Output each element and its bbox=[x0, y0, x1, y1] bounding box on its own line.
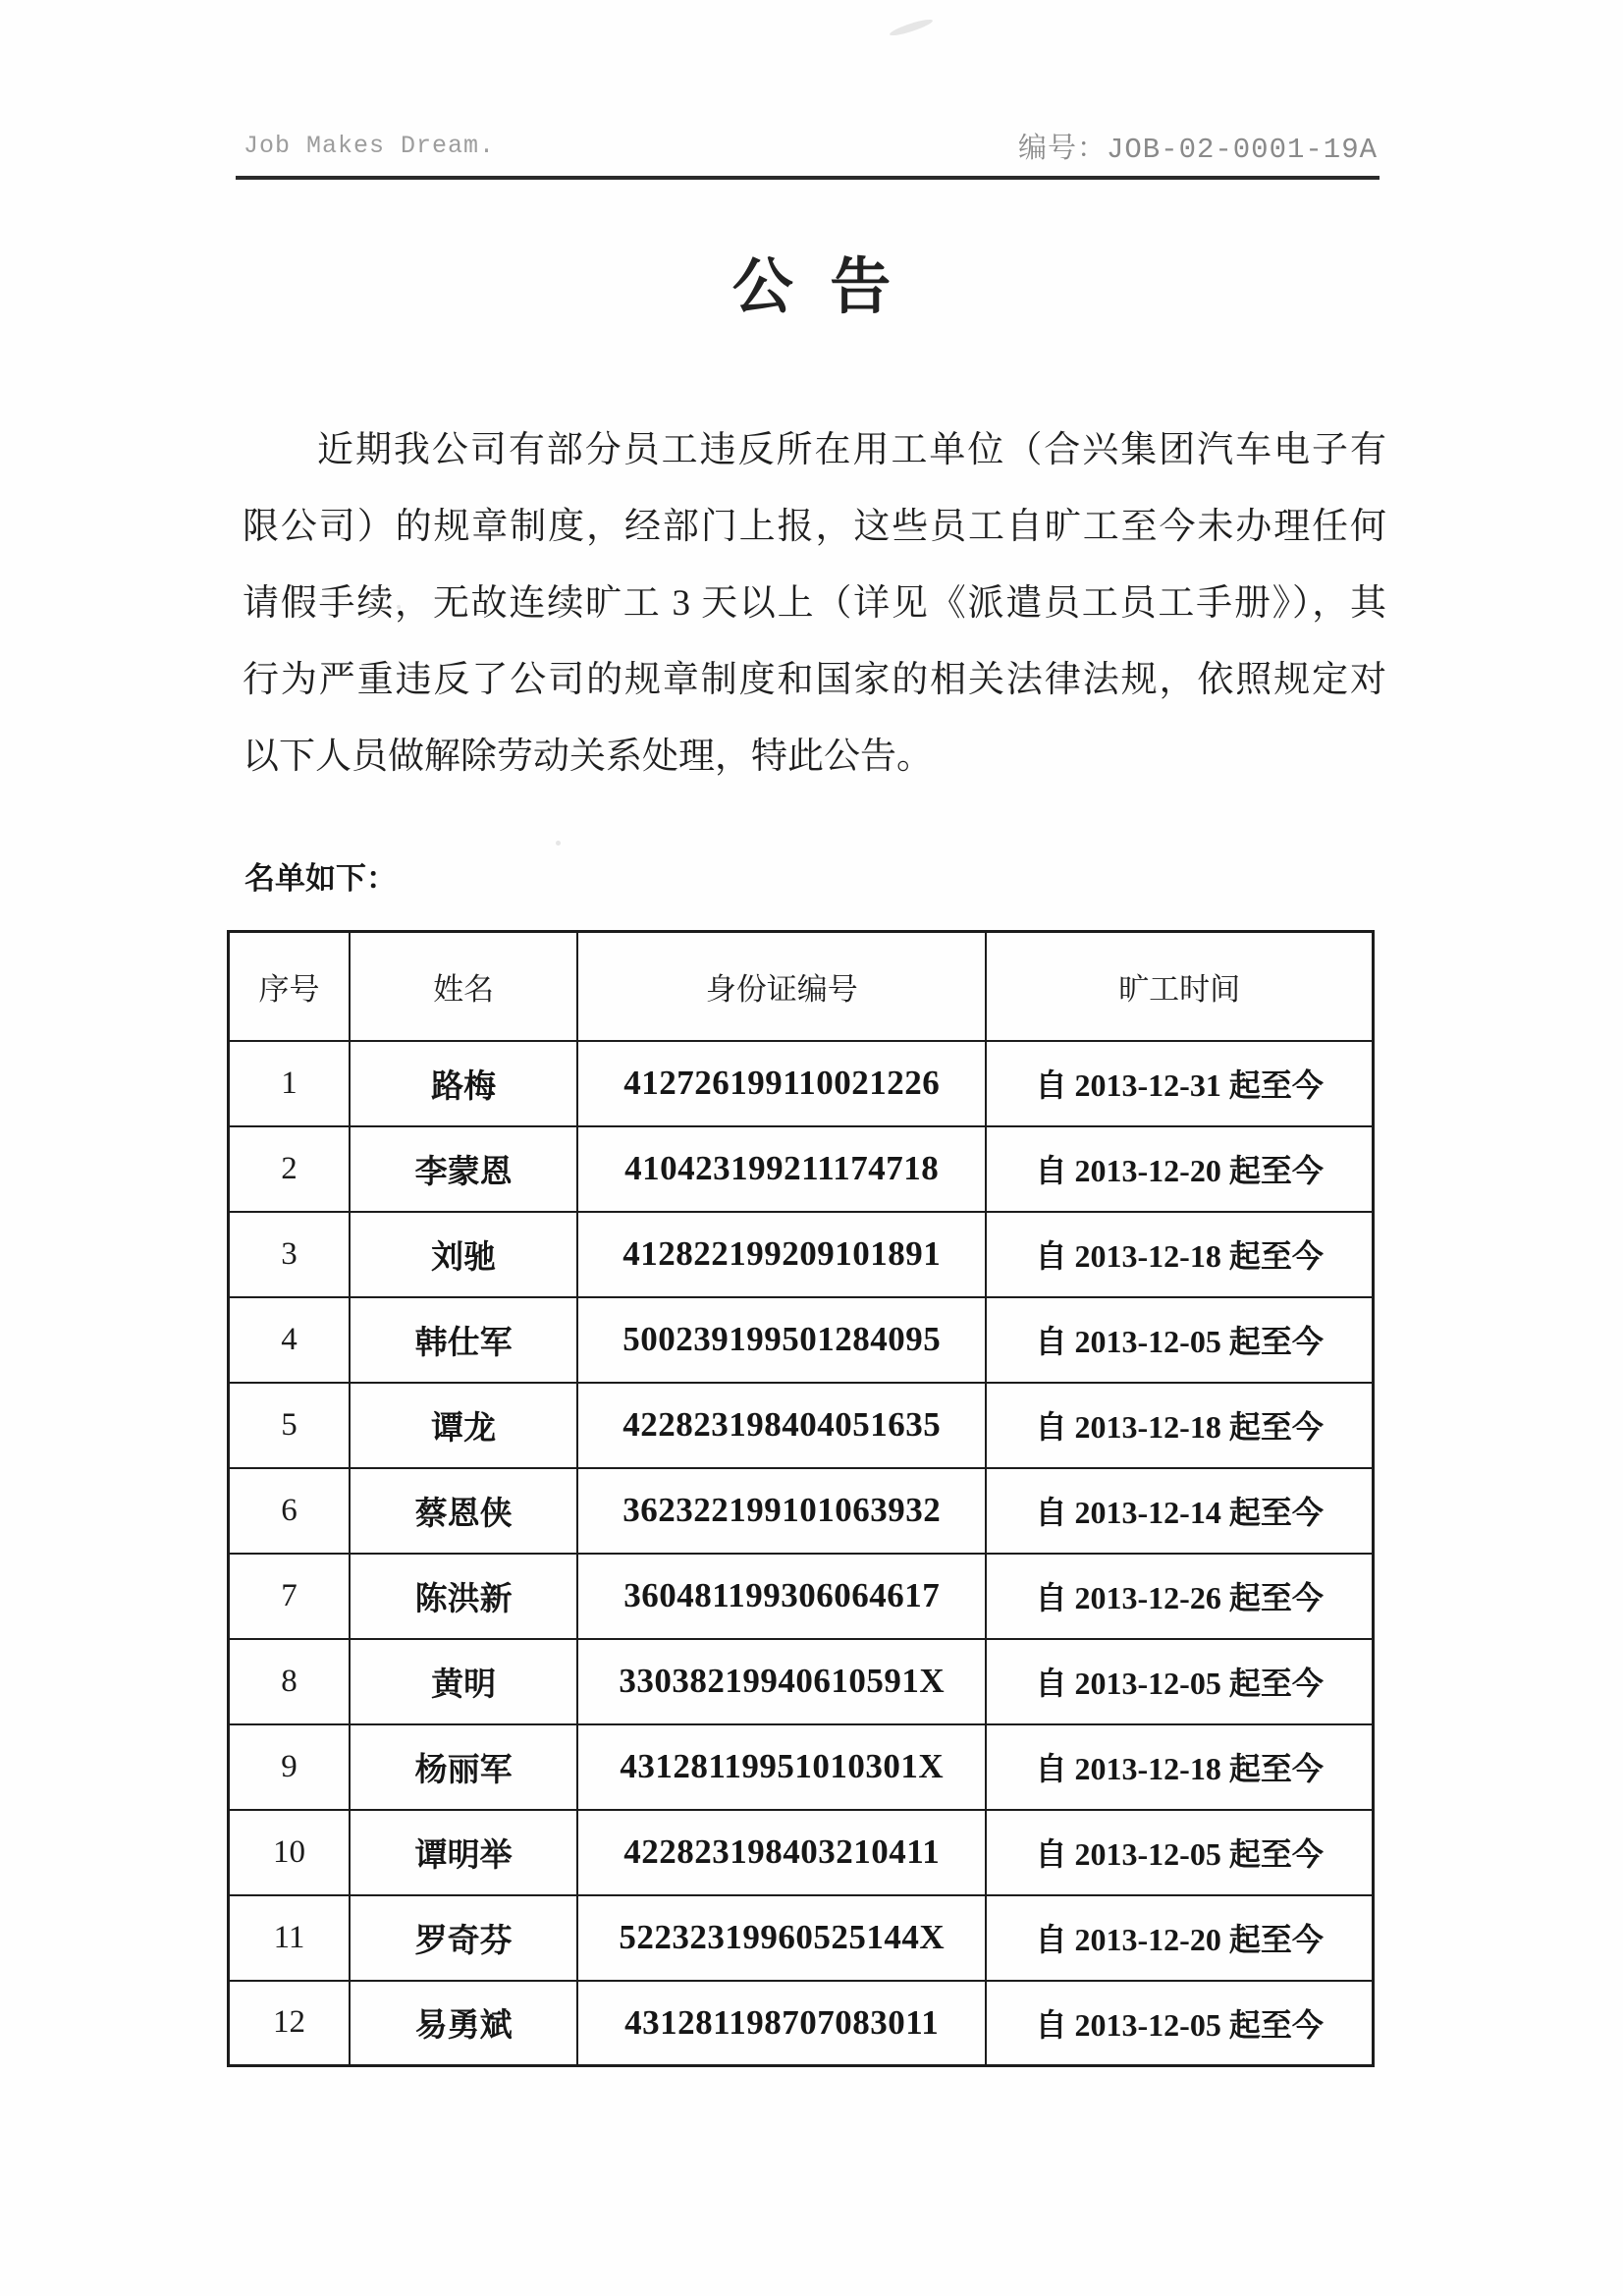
name-cell: 谭明举 bbox=[350, 1810, 577, 1895]
name-cell: 黄明 bbox=[350, 1639, 577, 1724]
id-cell: 52232319960525144X bbox=[577, 1895, 986, 1981]
seq-cell: 1 bbox=[229, 1041, 351, 1126]
name-cell: 杨丽军 bbox=[350, 1724, 577, 1810]
period-cell: 自 2013-12-20 起至今 bbox=[986, 1895, 1373, 1981]
id-cell: 431281198707083011 bbox=[577, 1981, 986, 2066]
seq-cell: 8 bbox=[229, 1639, 351, 1724]
col-header-name: 姓名 bbox=[350, 932, 577, 1041]
roster-label: 名单如下： bbox=[244, 861, 397, 896]
period-cell: 自 2013-12-31 起至今 bbox=[986, 1041, 1373, 1126]
roster-table bbox=[227, 930, 1375, 2067]
seq-cell: 7 bbox=[229, 1554, 351, 1639]
name-cell: 蔡恩侠 bbox=[350, 1468, 577, 1554]
period-cell: 自 2013-12-05 起至今 bbox=[986, 1297, 1373, 1383]
table-row bbox=[229, 1639, 1374, 1724]
name-cell: 李蒙恩 bbox=[350, 1126, 577, 1212]
name-cell: 韩仕军 bbox=[350, 1297, 577, 1383]
id-cell: 33038219940610591X bbox=[577, 1639, 986, 1724]
table-header-row bbox=[229, 932, 1374, 1041]
id-cell: 43128119951010301X bbox=[577, 1724, 986, 1810]
period-cell: 自 2013-12-18 起至今 bbox=[986, 1724, 1373, 1810]
id-cell: 410423199211174718 bbox=[577, 1126, 986, 1212]
period-cell: 自 2013-12-20 起至今 bbox=[986, 1126, 1373, 1212]
name-cell: 路梅 bbox=[350, 1041, 577, 1126]
name-cell: 易勇斌 bbox=[350, 1981, 577, 2066]
seq-cell: 4 bbox=[229, 1297, 351, 1383]
document-number: 编号：JOB-02-0001-19A bbox=[1017, 134, 1378, 166]
name-cell: 陈洪新 bbox=[350, 1554, 577, 1639]
period-cell: 自 2013-12-26 起至今 bbox=[986, 1554, 1373, 1639]
table-row bbox=[229, 1212, 1374, 1297]
id-cell: 360481199306064617 bbox=[577, 1554, 986, 1639]
table-row bbox=[229, 1041, 1374, 1126]
name-cell: 刘驰 bbox=[350, 1212, 577, 1297]
col-header-seq: 序号 bbox=[229, 932, 351, 1041]
scan-artifact bbox=[556, 841, 561, 846]
table-row bbox=[229, 1810, 1374, 1895]
period-cell: 自 2013-12-18 起至今 bbox=[986, 1212, 1373, 1297]
name-cell: 罗奇芬 bbox=[350, 1895, 577, 1981]
table-row bbox=[229, 1383, 1374, 1468]
table-row bbox=[229, 1895, 1374, 1981]
notice-line: 请假手续，无故连续旷工 3 天以上（详见《派遣员工员工手册》），其 bbox=[243, 583, 1386, 624]
period-cell: 自 2013-12-18 起至今 bbox=[986, 1383, 1373, 1468]
seq-cell: 11 bbox=[229, 1895, 351, 1981]
id-cell: 500239199501284095 bbox=[577, 1297, 986, 1383]
seq-cell: 12 bbox=[229, 1981, 351, 2066]
col-header-period: 旷工时间 bbox=[986, 932, 1373, 1041]
seq-cell: 9 bbox=[229, 1724, 351, 1810]
seq-cell: 6 bbox=[229, 1468, 351, 1554]
page-title: 公 告 bbox=[731, 254, 892, 321]
name-cell: 谭龙 bbox=[350, 1383, 577, 1468]
id-cell: 422823198404051635 bbox=[577, 1383, 986, 1468]
seq-cell: 5 bbox=[229, 1383, 351, 1468]
notice-line: 限公司）的规章制度，经部门上报，这些员工自旷工至今未办理任何 bbox=[243, 507, 1386, 547]
id-cell: 422823198403210411 bbox=[577, 1810, 986, 1895]
id-cell: 412726199110021226 bbox=[577, 1041, 986, 1126]
notice-line: 行为严重违反了公司的规章制度和国家的相关法律法规，依照规定对 bbox=[243, 660, 1386, 700]
table-row bbox=[229, 1724, 1374, 1810]
scan-artifact bbox=[889, 17, 934, 38]
table-row bbox=[229, 1126, 1374, 1212]
period-cell: 自 2013-12-05 起至今 bbox=[986, 1639, 1373, 1724]
header-rule bbox=[236, 176, 1380, 180]
period-cell: 自 2013-12-14 起至今 bbox=[986, 1468, 1373, 1554]
id-cell: 362322199101063932 bbox=[577, 1468, 986, 1554]
seq-cell: 3 bbox=[229, 1212, 351, 1297]
notice-body bbox=[243, 412, 1386, 795]
company-motto: Job Makes Dream. bbox=[243, 132, 496, 160]
id-cell: 412822199209101891 bbox=[577, 1212, 986, 1297]
seq-cell: 10 bbox=[229, 1810, 351, 1895]
period-cell: 自 2013-12-05 起至今 bbox=[986, 1810, 1373, 1895]
col-header-id: 身份证编号 bbox=[577, 932, 986, 1041]
table-row bbox=[229, 1468, 1374, 1554]
table-row bbox=[229, 1554, 1374, 1639]
seq-cell: 2 bbox=[229, 1126, 351, 1212]
table-row bbox=[229, 1297, 1374, 1383]
table-row bbox=[229, 1981, 1374, 2066]
notice-line: 近期我公司有部分员工违反所在用工单位（合兴集团汽车电子有 bbox=[317, 430, 1386, 470]
notice-line: 以下人员做解除劳动关系处理，特此公告。 bbox=[243, 737, 933, 777]
period-cell: 自 2013-12-05 起至今 bbox=[986, 1981, 1373, 2066]
